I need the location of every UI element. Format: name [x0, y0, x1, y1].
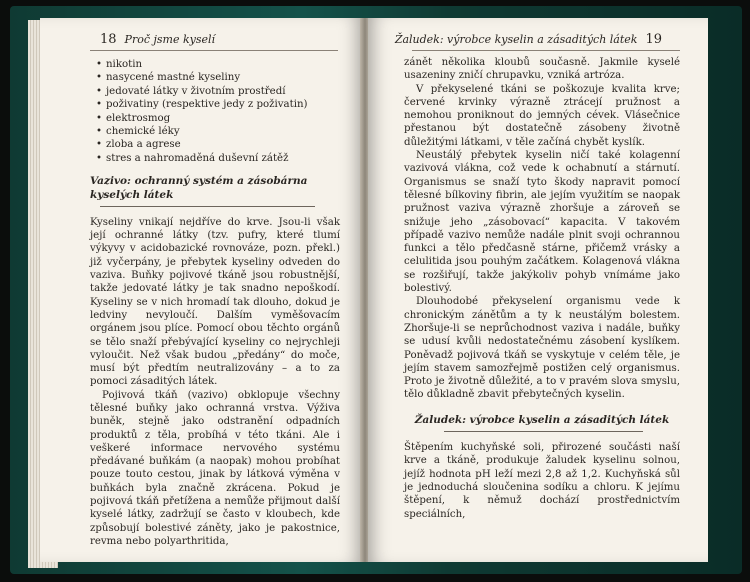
list-item: • jedovaté látky v životním prostředí: [96, 85, 340, 98]
left-page-header: [92, 32, 215, 47]
paragraph: Pojivová tkáň (vazivo) obklopuje všechny tělesné buňky jako ochranná vrstva. Výživa buněk, stejně jako odstranění odpadních produktů z těla, probíhá v této tkáni. Ale i veškeré informace nervového systému předávané buňkám (a naopak) mohou probíhat pouze touto cestou, jinak by látková výměna v buňkách byla značně zkrácena. Pokud je pojivová tkáň přetížena a nemůže přijmout další kyselé látky, zadržují se často v kloubech, kde způsobují bolestivé záněty, jako je pakostnice, revma nebo polyarthritida,: [90, 389, 340, 547]
heading-rule: [444, 431, 643, 432]
page-number: 18: [100, 32, 117, 47]
section-heading: Vazivo: ochranný systém a zásobárna kyselých látek: [90, 175, 308, 201]
running-title: Žaludek: výrobce kyselin a zásaditých látek: [394, 33, 638, 46]
paragraph: zánět několika kloubů současně. Jakmile kyselé usazeniny zničí chrupavku, vzniká artróza.: [404, 57, 680, 82]
left-page-content: [90, 56, 340, 548]
page-number: 19: [645, 32, 662, 47]
list-item: • chemické léky: [96, 125, 340, 138]
heading-rule: [100, 206, 315, 207]
right-page-content: [404, 56, 680, 521]
paragraph: Kyseliny vnikají nejdříve do krve. Jsou-li však její ochranné látky (tzv. pufry, které tlumí výkyvy v acidobazické rovnováze, pozn. překl.) již vyčerpány, je přebytek kyseliny odveden do vaziva. Buňky pojivové tkáně jsou robustnější, takže jedovaté látky je tak snadno nepoškodí. Kyseliny se v nich hromadí tak dlouho, dokud je ledviny nevyloučí. Dalším vyměšovacím orgánem jsou plíce. Pomocí obou těchto orgánů se tělo snaží přebývající kyseliny co nejrychleji vyloučit. Než však budou „předány“ do moče, musí být předtím neutralizovány – a to za pomoci zásaditých látek.: [90, 216, 340, 388]
paragraph: Dlouhodobé překyselení organismu vede k chronickým zánětům a ty k neustálým bolestem. Zhoršuje-li se neprůchodnost vaziva i nadále, buňky se udusí kvůli nedostatečnému zásobení kyslíkem. Poněvadž pojivová tkáň se vyskytuje v celém těle, je jejím stavem samozřejmě postižen celý organismus. Proto je životně důležité, a to v pravém slova smyslu, tělo důkladně zbavit přebytečných kyselin.: [404, 296, 680, 401]
right-page-header: [395, 32, 670, 47]
paragraph: Štěpením kuchyňské soli, přirozené součásti naší krve a tkáně, produkuje žaludek kyselinu solnou, jejíž hodnota pH leží mezi 2,8 až 1,2. Kuchyňská sůl je jednoduchá sloučenina sodíku a chloru. K jejímu štěpení, k němuž dochází prostřednictvím speciálních,: [404, 442, 680, 520]
paragraph: V překyselené tkáni se poškozuje kvalita krve; červené krvinky výrazně ztrácejí pružnost a nemohou proniknout do jemných cévek. Vlásečnice přestanou být dostatečně zásobeny životně důležitými látkami, v těle začíná chybět kyslík.: [404, 83, 680, 148]
list-item: • nasycené mastné kyseliny: [96, 71, 340, 84]
paragraph: Neustálý přebytek kyselin ničí také kolagenní vazivová vlákna, což vede k ochabnutí a stárnutí. Organismus se snaží tyto škody napravit pomocí tělesné bílkoviny fibrin, ale jejím využitím se naopak pružnost vaziva výrazně zhoršuje a zároveň se snižuje jeho „zásobovací“ kapacita. V takovém případě vazivo nemůže nadále plnit svoji ochrannou funkci a tělo předčasně stárne, přičemž vrásky a celulitida jsou pouhým začátkem. Kolagenová vlákna se rozšiřují, takže jakýkoliv pohyb vnímáme jako bolestivý.: [404, 150, 680, 295]
header-rule: [90, 50, 338, 51]
right-page: [368, 18, 708, 562]
section-heading: Žaludek: výrobce kyselin a zásaditých látek: [414, 413, 670, 426]
list-item: • poživatiny (respektive jedy z poživatin): [96, 98, 340, 111]
list-item: • nikotin: [96, 58, 340, 71]
list-item: • stres a nahromaděná duševní zátěž: [96, 152, 340, 165]
bullet-list: [90, 58, 340, 165]
running-title: Proč jsme kyselí: [124, 33, 216, 46]
header-rule: [412, 50, 680, 51]
left-page: [40, 18, 362, 562]
list-item: • zloba a agrese: [96, 138, 340, 151]
list-item: • elektrosmog: [96, 112, 340, 125]
